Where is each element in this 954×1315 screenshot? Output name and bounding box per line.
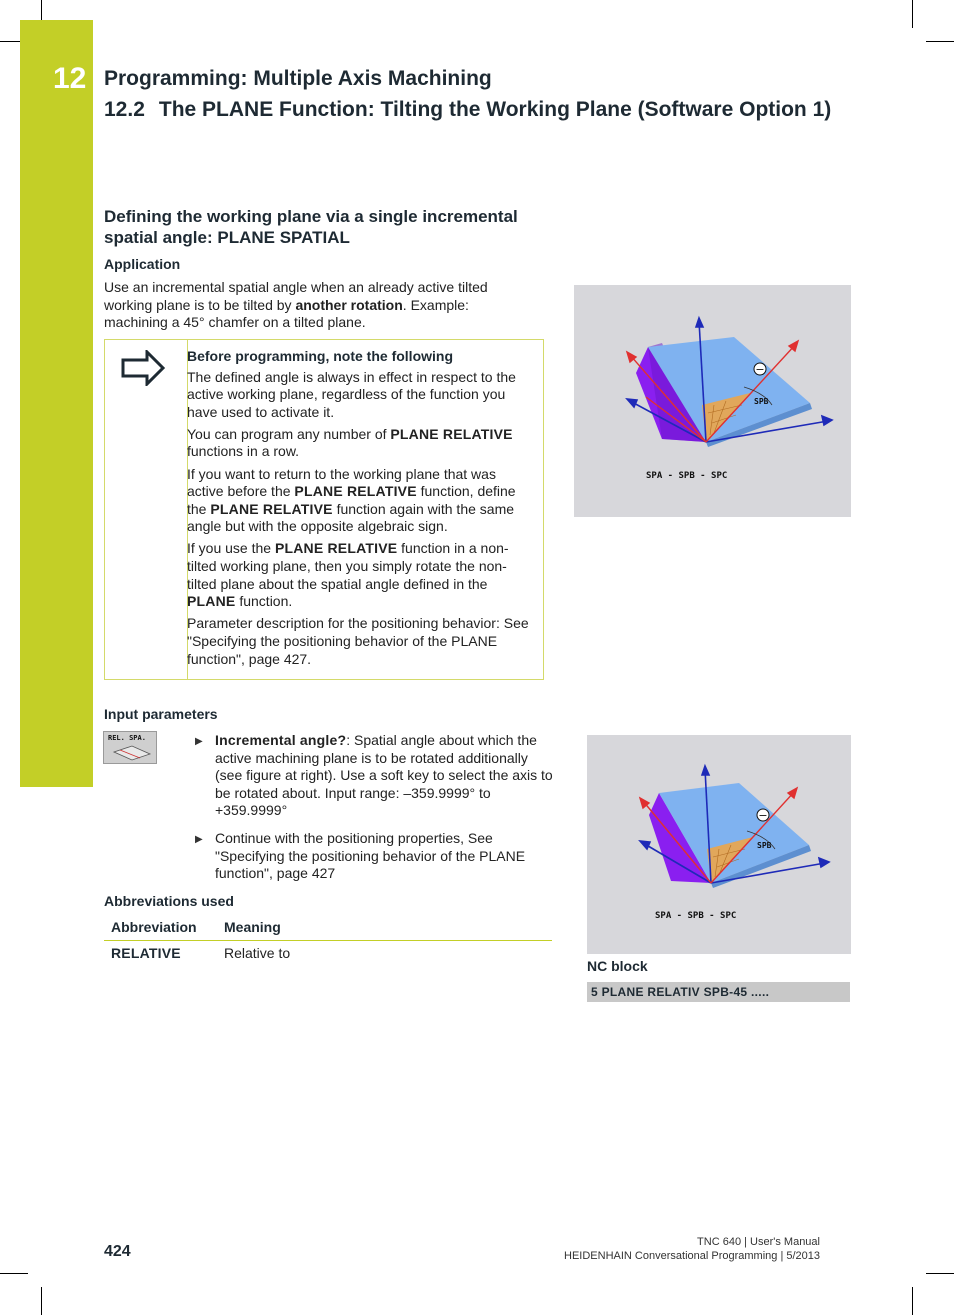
crop-mark [0, 41, 20, 42]
softkey-label: REL. SPA. [108, 734, 146, 742]
table-header-meaning: Meaning [224, 919, 281, 935]
param-positioning: Continue with the positioning properties, See "Specifying the positioning behavior of the PLANE function", page 427 [215, 830, 526, 882]
application-line1: Use an incremental spatial angle when an already active tilted [104, 279, 488, 295]
application-text [104, 279, 554, 332]
figure-label-spb: SPB [757, 841, 772, 850]
note-paragraph: Parameter description for the positioning behavior: See "Specifying the positioning behavior of the PLANE function", page 427. [187, 615, 529, 667]
crop-mark [926, 1273, 954, 1274]
chapter-number: 12 [53, 62, 87, 95]
footer-text [564, 1235, 820, 1263]
rel-spa-softkey[interactable] [103, 731, 157, 764]
crop-mark [0, 1273, 28, 1274]
abbreviations-heading: Abbreviations used [104, 893, 234, 909]
crop-mark [912, 1287, 913, 1315]
bullet-triangle-icon: ▶ [195, 736, 203, 747]
note-paragraph: If you want to return to the working plane that was active before the PLANE RELATIVE function, define the PLANE RELATIVE function again with the same angle but with the opposite algebraic sign. [187, 465, 516, 535]
table-header-divider [104, 940, 552, 941]
note-content [187, 348, 535, 673]
section-title [104, 98, 831, 122]
svg-text:−: − [758, 809, 768, 822]
minus-icon [757, 809, 769, 822]
note-title: Before programming, note the following [187, 348, 453, 364]
note-paragraph: If you use the PLANE RELATIVE function in a non-tilted working plane, then you simply rotate the non-tilted plane about the spatial angle defined in the PLANE function. [187, 540, 509, 610]
nc-block-bar [587, 982, 850, 1002]
crop-mark [912, 0, 913, 28]
figure-tilted-plane-2 [587, 735, 851, 954]
table-cell-meaning: Relative to [224, 945, 291, 961]
page-heading-line1: Defining the working plane via a single incremental [104, 207, 518, 226]
minus-icon [754, 363, 766, 376]
note-box [104, 339, 544, 680]
crop-mark [41, 0, 42, 20]
arrow-right-icon [121, 350, 167, 386]
section-number: 12.2 [104, 98, 145, 121]
application-heading: Application [104, 256, 181, 272]
crop-mark [926, 41, 954, 42]
table-cell-abbreviation: RELATIVE [111, 945, 181, 961]
figure-caption: SPA - SPB - SPC [655, 911, 737, 921]
nc-block-code: 5 PLANE RELATIV SPB-45 ..... [591, 985, 770, 999]
chapter-tab [20, 20, 93, 787]
application-line2: working plane is to be tilted by another rotation. Example: [104, 296, 469, 313]
svg-text:−: − [755, 363, 765, 376]
figure-caption: SPA - SPB - SPC [646, 471, 728, 481]
figure-tilted-plane-1 [574, 285, 851, 517]
chapter-title: Programming: Multiple Axis Machining [104, 67, 492, 90]
table-header-abbreviation: Abbreviation [111, 919, 197, 935]
note-paragraph: The defined angle is always in effect in respect to the active working plane, regardless of the function you have used to activate it. [187, 368, 516, 420]
figure-label-spb: SPB [754, 397, 769, 406]
footer-line1: TNC 640 | User's Manual [697, 1236, 820, 1248]
input-parameters-heading: Input parameters [104, 706, 218, 722]
page-heading [104, 206, 554, 248]
page-heading-line2: spatial angle: PLANE SPATIAL [104, 228, 350, 247]
figure-drawing [574, 285, 851, 517]
note-paragraph: You can program any number of PLANE RELATIVE functions in a row. [187, 425, 513, 460]
footer-line2: HEIDENHAIN Conversational Programming | 5/2013 [564, 1250, 820, 1262]
page-number: 424 [104, 1243, 131, 1260]
plane-icon [110, 742, 154, 762]
crop-mark [41, 1287, 42, 1315]
application-line3: machining a 45° chamfer on a tilted plane. [104, 314, 366, 331]
param-incremental-angle: Incremental angle?: Spatial angle about which the active machining plane is to be rotated additionally (see figure at right). Use a soft key to select the axis to be rotated about. Input range: –359.9999° to +359.9999° [215, 732, 553, 819]
nc-block-heading: NC block [587, 958, 648, 974]
bullet-triangle-icon: ▶ [195, 834, 203, 845]
figure-drawing [587, 735, 851, 954]
section-title-text: The PLANE Function: Tilting the Working Plane (Software Option 1) [158, 98, 832, 121]
